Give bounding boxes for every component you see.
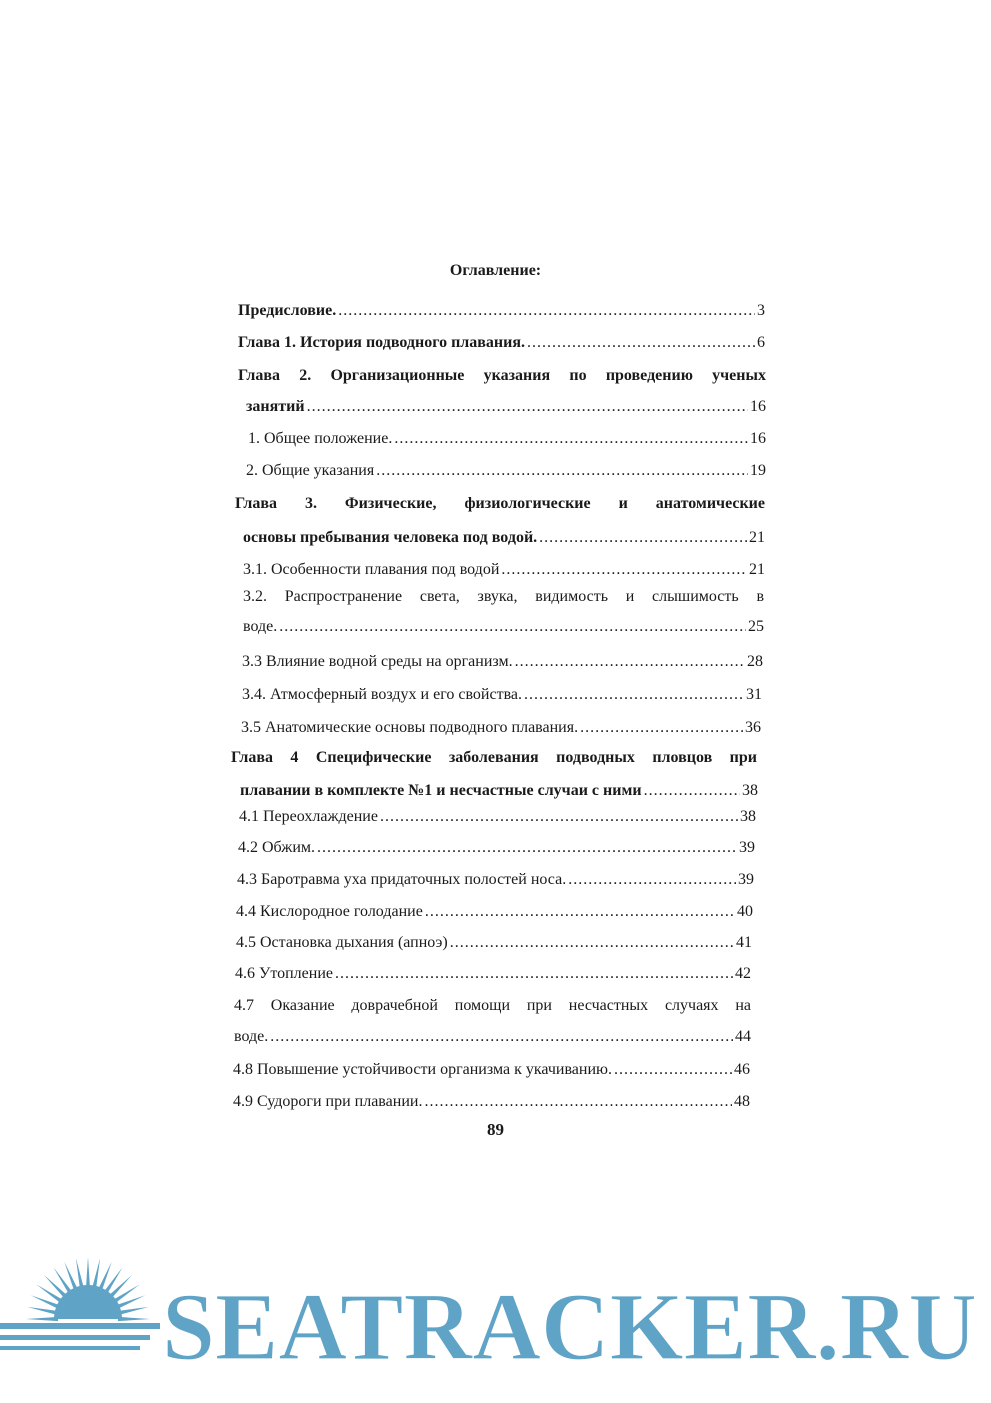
toc-entry-text: плавании в комплекте №1 и несчастные случаи с ними xyxy=(240,782,642,799)
toc-entry-4-9 xyxy=(233,1093,750,1111)
toc-entry-text: основы пребывания человека под водой. xyxy=(243,529,538,546)
toc-entry-text: 3.4. Атмосферный воздух и его свойства. xyxy=(242,686,523,703)
toc-title: Оглавление: xyxy=(449,262,542,279)
watermark xyxy=(0,1255,991,1375)
dot-leader xyxy=(568,871,736,889)
toc-entry-text: 3.1. Особенности плавания под водой xyxy=(243,561,500,578)
sun-ray xyxy=(76,1258,84,1290)
toc-page-number: 36 xyxy=(745,719,761,736)
toc-entry-4-4 xyxy=(236,903,753,921)
toc-entry-chapter-2 xyxy=(246,398,766,416)
toc-entry-2-2 xyxy=(246,462,766,480)
toc-page-number: 21 xyxy=(749,529,765,546)
toc-page-number: 48 xyxy=(734,1093,750,1110)
toc-entry-text: 4.8 Повышение устойчивости организма к укачиванию. xyxy=(233,1061,612,1078)
toc-entry-chapter-3-line1: Глава 3. Физические, физиологические и анатомические xyxy=(235,495,765,512)
sun-ray xyxy=(92,1258,100,1290)
toc-page-number: 40 xyxy=(737,903,753,920)
toc-entry-text: 4.4 Кислородное голодание xyxy=(236,903,423,920)
toc-entry-text: Глава 1. История подводного плавания. xyxy=(238,334,525,351)
toc-page-number: 19 xyxy=(750,462,766,479)
toc-entry-text: 3.5 Анатомические основы подводного плавания. xyxy=(241,719,579,736)
toc-page-number: 44 xyxy=(735,1028,751,1045)
dot-leader xyxy=(501,561,747,579)
dot-leader xyxy=(270,1028,733,1046)
sun-logo-icon xyxy=(0,1257,160,1353)
sun-ray xyxy=(27,1307,59,1315)
toc-page-number: 31 xyxy=(746,686,762,703)
toc-page-number: 39 xyxy=(738,871,754,888)
toc-entry-3-1 xyxy=(243,561,765,579)
toc-entry-text: 4.9 Судороги при плавании. xyxy=(233,1093,423,1110)
toc-entry-text: 1. Общее положение. xyxy=(248,430,393,447)
toc-page-number: 28 xyxy=(747,653,763,670)
toc-entry-text: воде. xyxy=(234,1028,269,1045)
dot-leader xyxy=(524,686,744,704)
sun-ray xyxy=(117,1307,149,1315)
toc-entry-3-3 xyxy=(242,653,763,671)
toc-entry-text: 2. Общие указания xyxy=(246,462,375,479)
toc-entry-4-7 xyxy=(234,1028,751,1046)
toc-entry-text: Предисловие. xyxy=(238,302,337,319)
dot-leader xyxy=(376,462,748,480)
dot-leader xyxy=(515,653,745,671)
toc-entry-chapter-3 xyxy=(243,529,765,547)
sun-ray xyxy=(86,1257,90,1289)
sun-ray xyxy=(26,1317,58,1321)
dot-leader xyxy=(539,529,747,547)
toc-entry-4-2 xyxy=(238,839,755,857)
dot-leader xyxy=(307,398,748,416)
toc-entry-text: 4.1 Переохлаждение xyxy=(239,808,378,825)
toc-entry-chapter-4 xyxy=(240,782,758,800)
dot-leader xyxy=(614,1061,732,1079)
toc-page-number: 38 xyxy=(742,782,758,799)
dot-leader xyxy=(380,808,738,826)
dot-leader xyxy=(335,965,733,983)
dot-leader xyxy=(279,618,746,636)
toc-page-number: 16 xyxy=(750,430,766,447)
toc-page-number: 21 xyxy=(749,561,765,578)
toc-entry-4-5 xyxy=(236,934,752,952)
toc-page-number: 41 xyxy=(736,934,752,951)
toc-entry-3-5 xyxy=(241,719,761,737)
dot-leader xyxy=(644,782,740,800)
toc-entry-text: 3.3 Влияние водной среды на организм. xyxy=(242,653,513,670)
watermark-text: SEATRACKER.RU xyxy=(162,1273,977,1375)
toc-entry-text: воде. xyxy=(243,618,278,635)
toc-entry-text: 4.5 Остановка дыхания (апноэ) xyxy=(236,934,448,951)
toc-entry-3-2 xyxy=(243,618,764,636)
toc-entry-text: 4.6 Утопление xyxy=(235,965,333,982)
toc-entry-4-1 xyxy=(239,808,756,826)
toc-entry-preface xyxy=(238,302,765,320)
toc-entry-chapter-4-line1: Глава 4 Специфические заболевания подводных пловцов при xyxy=(231,749,757,766)
toc-entry-chapter-2-line1: Глава 2. Организационные указания по проведению ученых xyxy=(238,367,766,384)
toc-entry-3-2-line1: 3.2. Распространение света, звука, видимость и слышимость в xyxy=(243,588,764,605)
toc-page-number: 3 xyxy=(757,302,765,319)
dot-leader xyxy=(450,934,734,952)
toc-page-number: 46 xyxy=(734,1061,750,1078)
dot-leader xyxy=(338,302,755,320)
toc-page-number: 25 xyxy=(748,618,764,635)
dot-leader xyxy=(580,719,743,737)
toc-page-number: 6 xyxy=(757,334,765,351)
dot-leader xyxy=(527,334,755,352)
sun-ray xyxy=(118,1317,150,1321)
toc-entry-3-4 xyxy=(242,686,762,704)
toc-entry-text: занятий xyxy=(246,398,305,415)
toc-page-number: 39 xyxy=(739,839,755,856)
dot-leader xyxy=(317,839,737,857)
toc-entry-4-3 xyxy=(237,871,754,889)
toc-page-number: 38 xyxy=(740,808,756,825)
toc-entry-text: 4.2 Обжим. xyxy=(238,839,316,856)
toc-entry-2-1 xyxy=(248,430,766,448)
dot-leader xyxy=(425,903,735,921)
toc-entry-4-8 xyxy=(233,1061,750,1079)
dot-leader xyxy=(424,1093,732,1111)
page-number: 89 xyxy=(487,1120,504,1139)
toc-page-number: 16 xyxy=(750,398,766,415)
toc-entry-text: 4.3 Баротравма уха придаточных полостей носа. xyxy=(237,871,567,888)
toc-entry-4-6 xyxy=(235,965,751,983)
dot-leader xyxy=(394,430,748,448)
toc-entry-chapter-1 xyxy=(238,334,765,352)
toc-entry-4-7-line1: 4.7 Оказание доврачебной помощи при несчастных случаях на xyxy=(234,997,751,1014)
toc-page-number: 42 xyxy=(735,965,751,982)
